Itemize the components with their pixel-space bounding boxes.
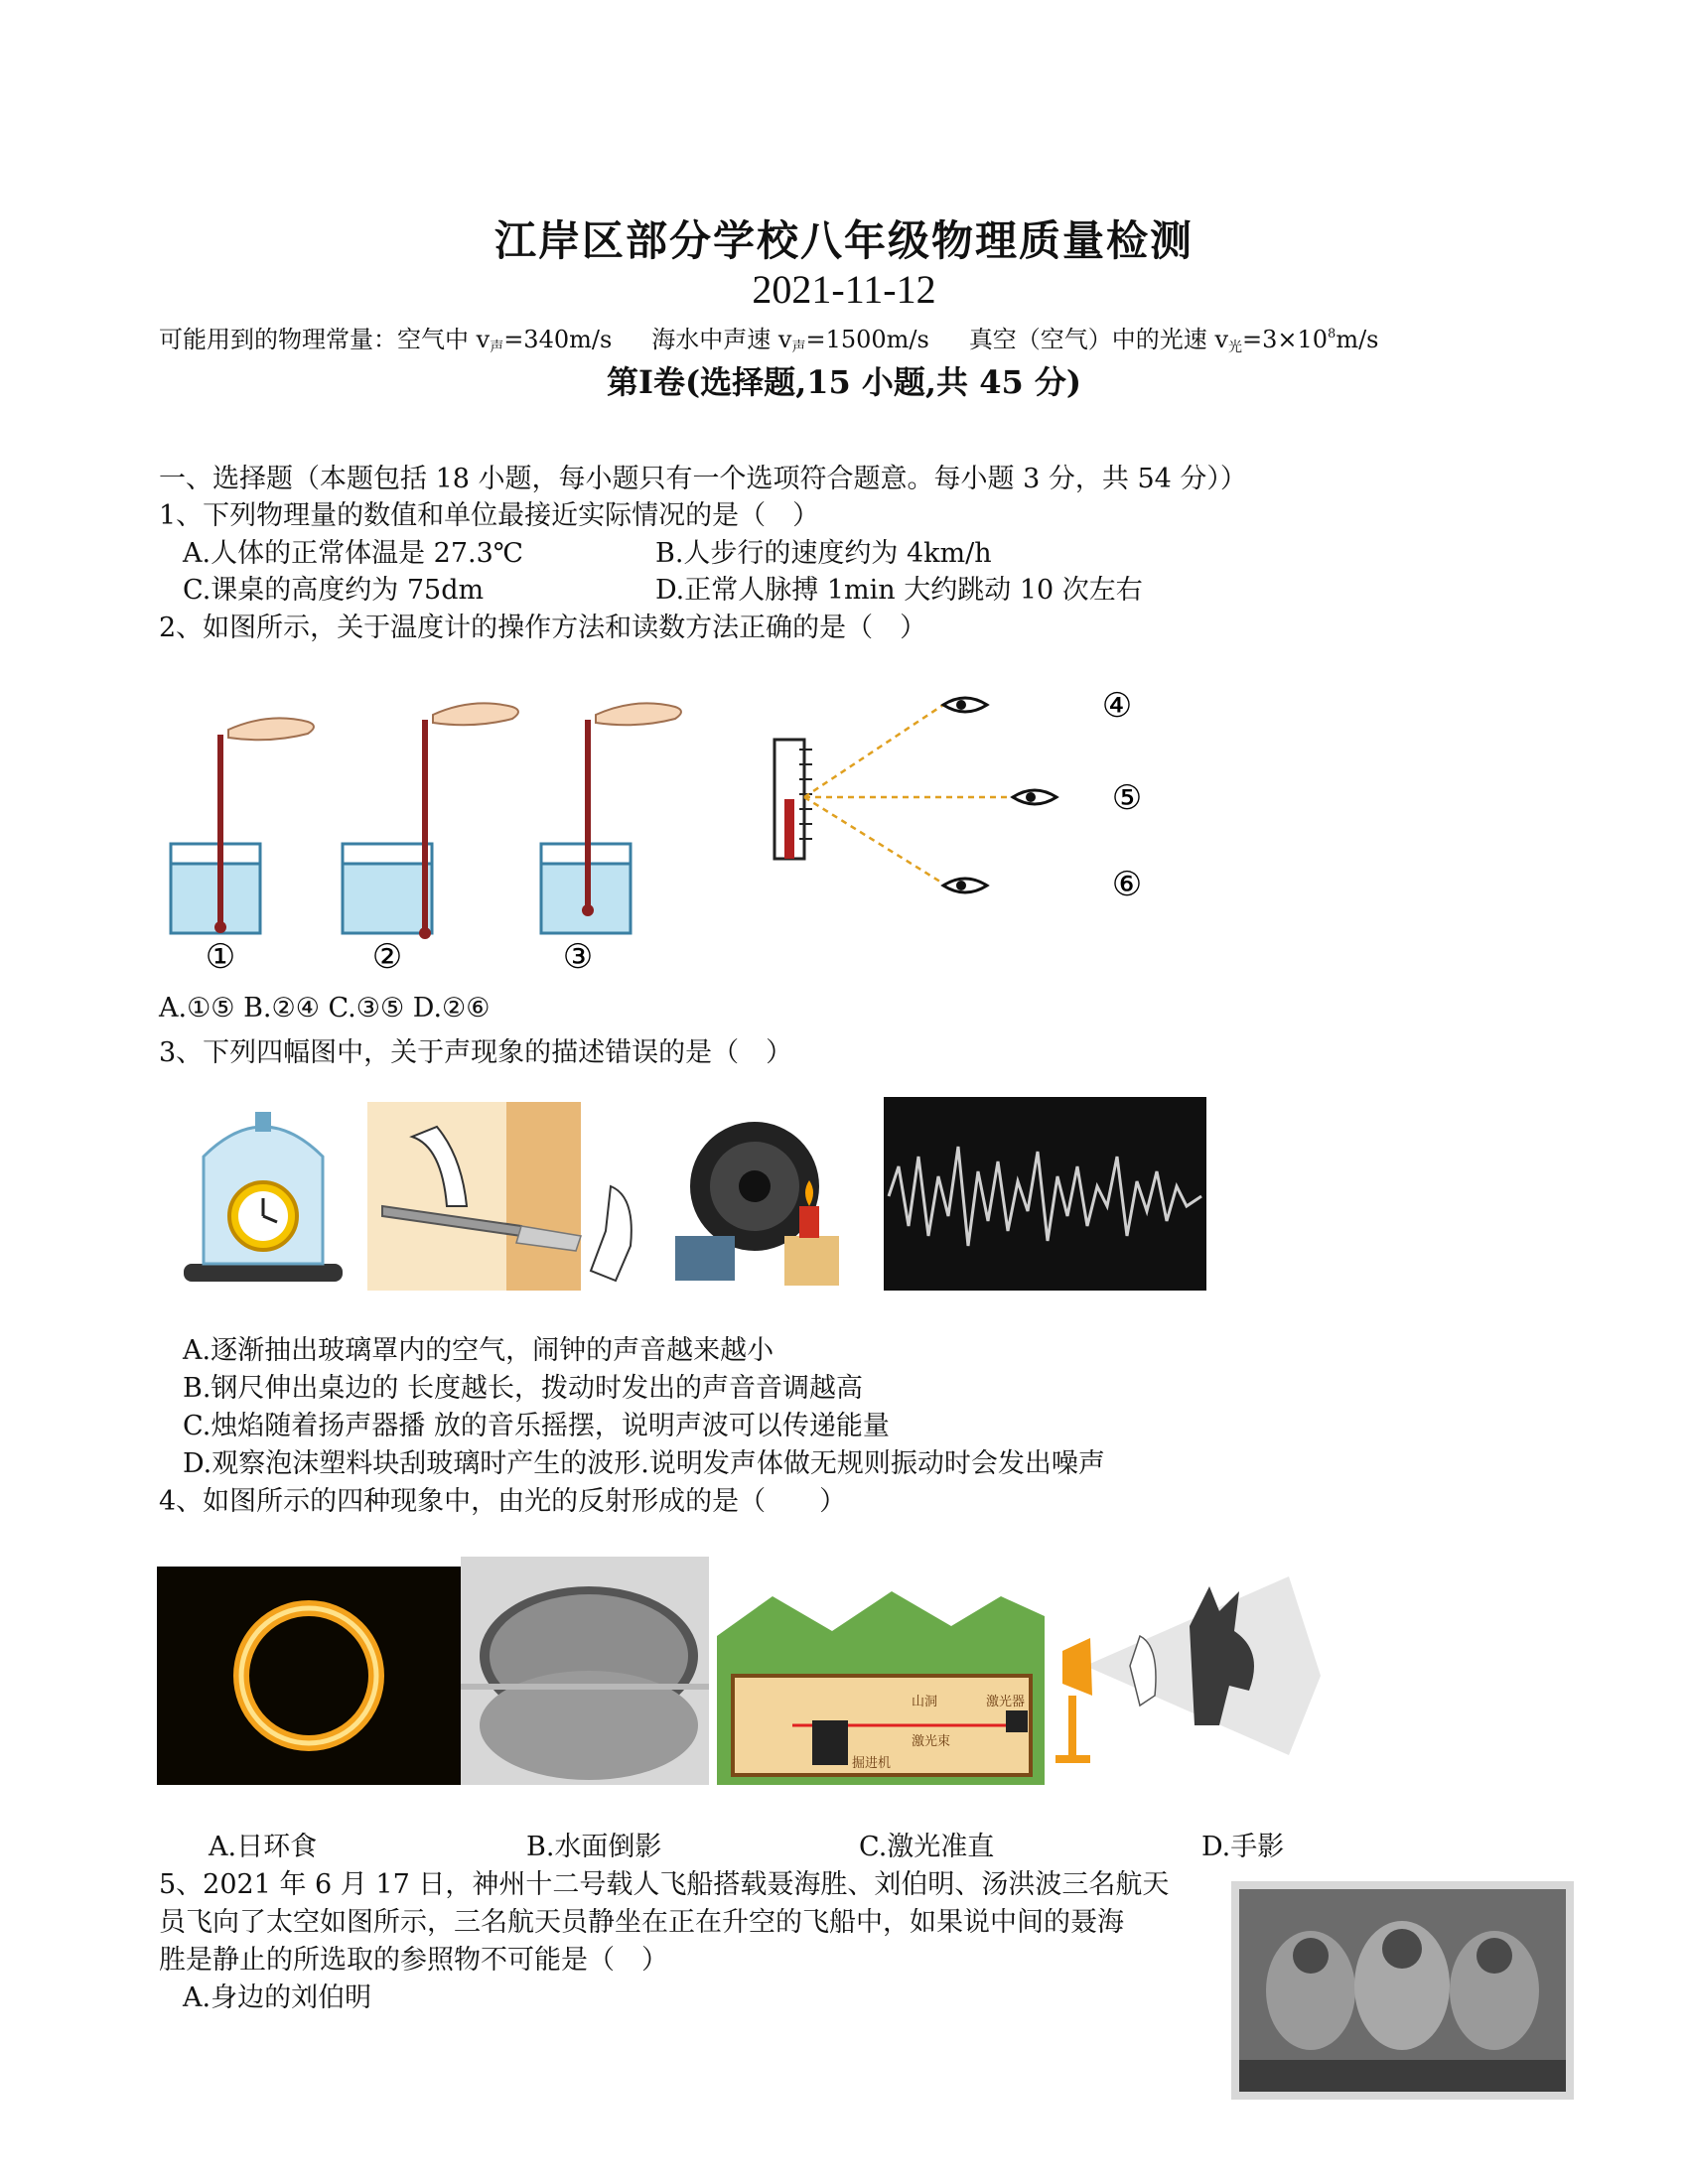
q1-stem: 1、下列物理量的数值和单位最接近实际情况的是（ ） [159, 500, 820, 531]
machine-label: 掘进机 [852, 1756, 892, 1771]
q2-options: A.①⑤ B.②④ C.③⑤ D.②⑥ [159, 993, 491, 1024]
q5-option-a: A.身边的刘伯明 [183, 1982, 372, 2013]
q3-option-b: B.钢尺伸出桌边的 长度越长，拨动时发出的声音音调越高 [183, 1373, 864, 1404]
label-2: ② [371, 937, 403, 973]
q5-line-2: 员飞向了太空如图所示，三名航天员静坐在正在升空的飞船中，如果说中间的聂海 [159, 1907, 1124, 1938]
constant-light-value: =3×10 [1242, 326, 1329, 353]
astronaut-photo [1231, 1881, 1574, 2100]
constant-sea-prefix: 海水中声速 v [651, 326, 792, 353]
q3-option-d: D.观察泡沫塑料块刮玻璃时产生的波形.说明发声体做无规则振动时会发出噪声 [183, 1448, 1105, 1479]
reflection-image [461, 1557, 709, 1785]
beaker-3 [541, 703, 681, 933]
thermometer-figure [149, 665, 1192, 973]
speaker-candle [675, 1122, 839, 1286]
q1-option-a: A.人体的正常体温是 27.3℃ [183, 538, 523, 569]
eye-icon [943, 879, 987, 892]
q3-stem: 3、下列四幅图中，关于声现象的描述错误的是（ ） [159, 1037, 793, 1068]
beaker-1 [171, 718, 314, 933]
constant-air-prefix: 可能用到的物理常量：空气中 v [159, 326, 491, 353]
annular-eclipse-image [157, 1567, 461, 1785]
q2-stem: 2、如图所示，关于温度计的操作方法和读数方法正确的是（ ） [159, 613, 927, 643]
laser-label: 激光器 [986, 1695, 1026, 1709]
q1-option-c: C.课桌的高度约为 75dm [183, 575, 485, 606]
q5-line-3: 胜是静止的所选取的参照物不可能是（ ） [159, 1945, 668, 1976]
constant-sea-sub: 声 [791, 340, 806, 355]
laser-tunnel-image [717, 1576, 1045, 1785]
constant-light-sub: 光 [1228, 340, 1242, 355]
q1-option-d: D.正常人脉搏 1min 大约跳动 10 次左右 [655, 575, 1143, 606]
section-heading: 一、选择题（本题包括 18 小题，每小题只有一个选项符合题意。每小题 3 分，共 54 分）） [159, 464, 1247, 494]
tunnel-label: 山洞 [912, 1695, 938, 1709]
volume-heading: 第Ⅰ卷(选择题,15 小题,共 45 分) [606, 363, 1082, 401]
eye-icon [1013, 790, 1056, 804]
label-6: ⑥ [1111, 865, 1143, 904]
bell-jar-clock [184, 1112, 343, 1282]
q4-option-d: D.手影 [1201, 1832, 1285, 1862]
constant-light-unit: m/s [1336, 326, 1379, 353]
q4-option-c: C.激光准直 [859, 1832, 995, 1862]
constant-light-prefix: 真空（空气）中的光速 v [968, 326, 1228, 353]
physical-constants [159, 320, 1378, 356]
label-1: ① [205, 937, 236, 973]
light-figure [157, 1557, 1321, 1787]
hand-shadow-image [1053, 1565, 1321, 1785]
ruler-on-table [367, 1102, 632, 1291]
q4-option-b: B.水面倒影 [526, 1832, 662, 1862]
constant-sea-value: =1500m/s [805, 326, 929, 353]
waveform-image [884, 1097, 1206, 1291]
label-3: ③ [562, 937, 594, 973]
label-5: ⑤ [1111, 778, 1143, 818]
constant-air-sub: 声 [490, 340, 504, 355]
q4-option-a: A.日环食 [209, 1832, 318, 1862]
sound-figure [174, 1097, 1206, 1296]
eye-icon [943, 698, 987, 712]
label-4: ④ [1101, 686, 1133, 726]
q3-option-a: A.逐渐抽出玻璃罩内的空气，闹钟的声音越来越小 [183, 1335, 774, 1366]
page-title: 江岸区部分学校八年级物理质量检测 [493, 216, 1194, 265]
q3-option-c: C.烛焰随着扬声器播 放的音乐摇摆，说明声波可以传递能量 [183, 1411, 890, 1441]
constant-air-value: =340m/s [503, 326, 613, 353]
beam-label: 激光束 [912, 1734, 951, 1749]
q1-option-b: B.人步行的速度约为 4km/h [655, 538, 992, 569]
beaker-2 [343, 703, 518, 939]
exam-date: 2021-11-12 [752, 267, 936, 312]
q4-stem: 4、如图所示的四种现象中，由光的反射形成的是（ ） [159, 1486, 847, 1517]
constant-light-sup: 8 [1328, 327, 1336, 341]
q5-line-1: 5、2021 年 6 月 17 日，神州十二号载人飞船搭载聂海胜、刘伯明、汤洪波三名航天 [159, 1869, 1170, 1900]
